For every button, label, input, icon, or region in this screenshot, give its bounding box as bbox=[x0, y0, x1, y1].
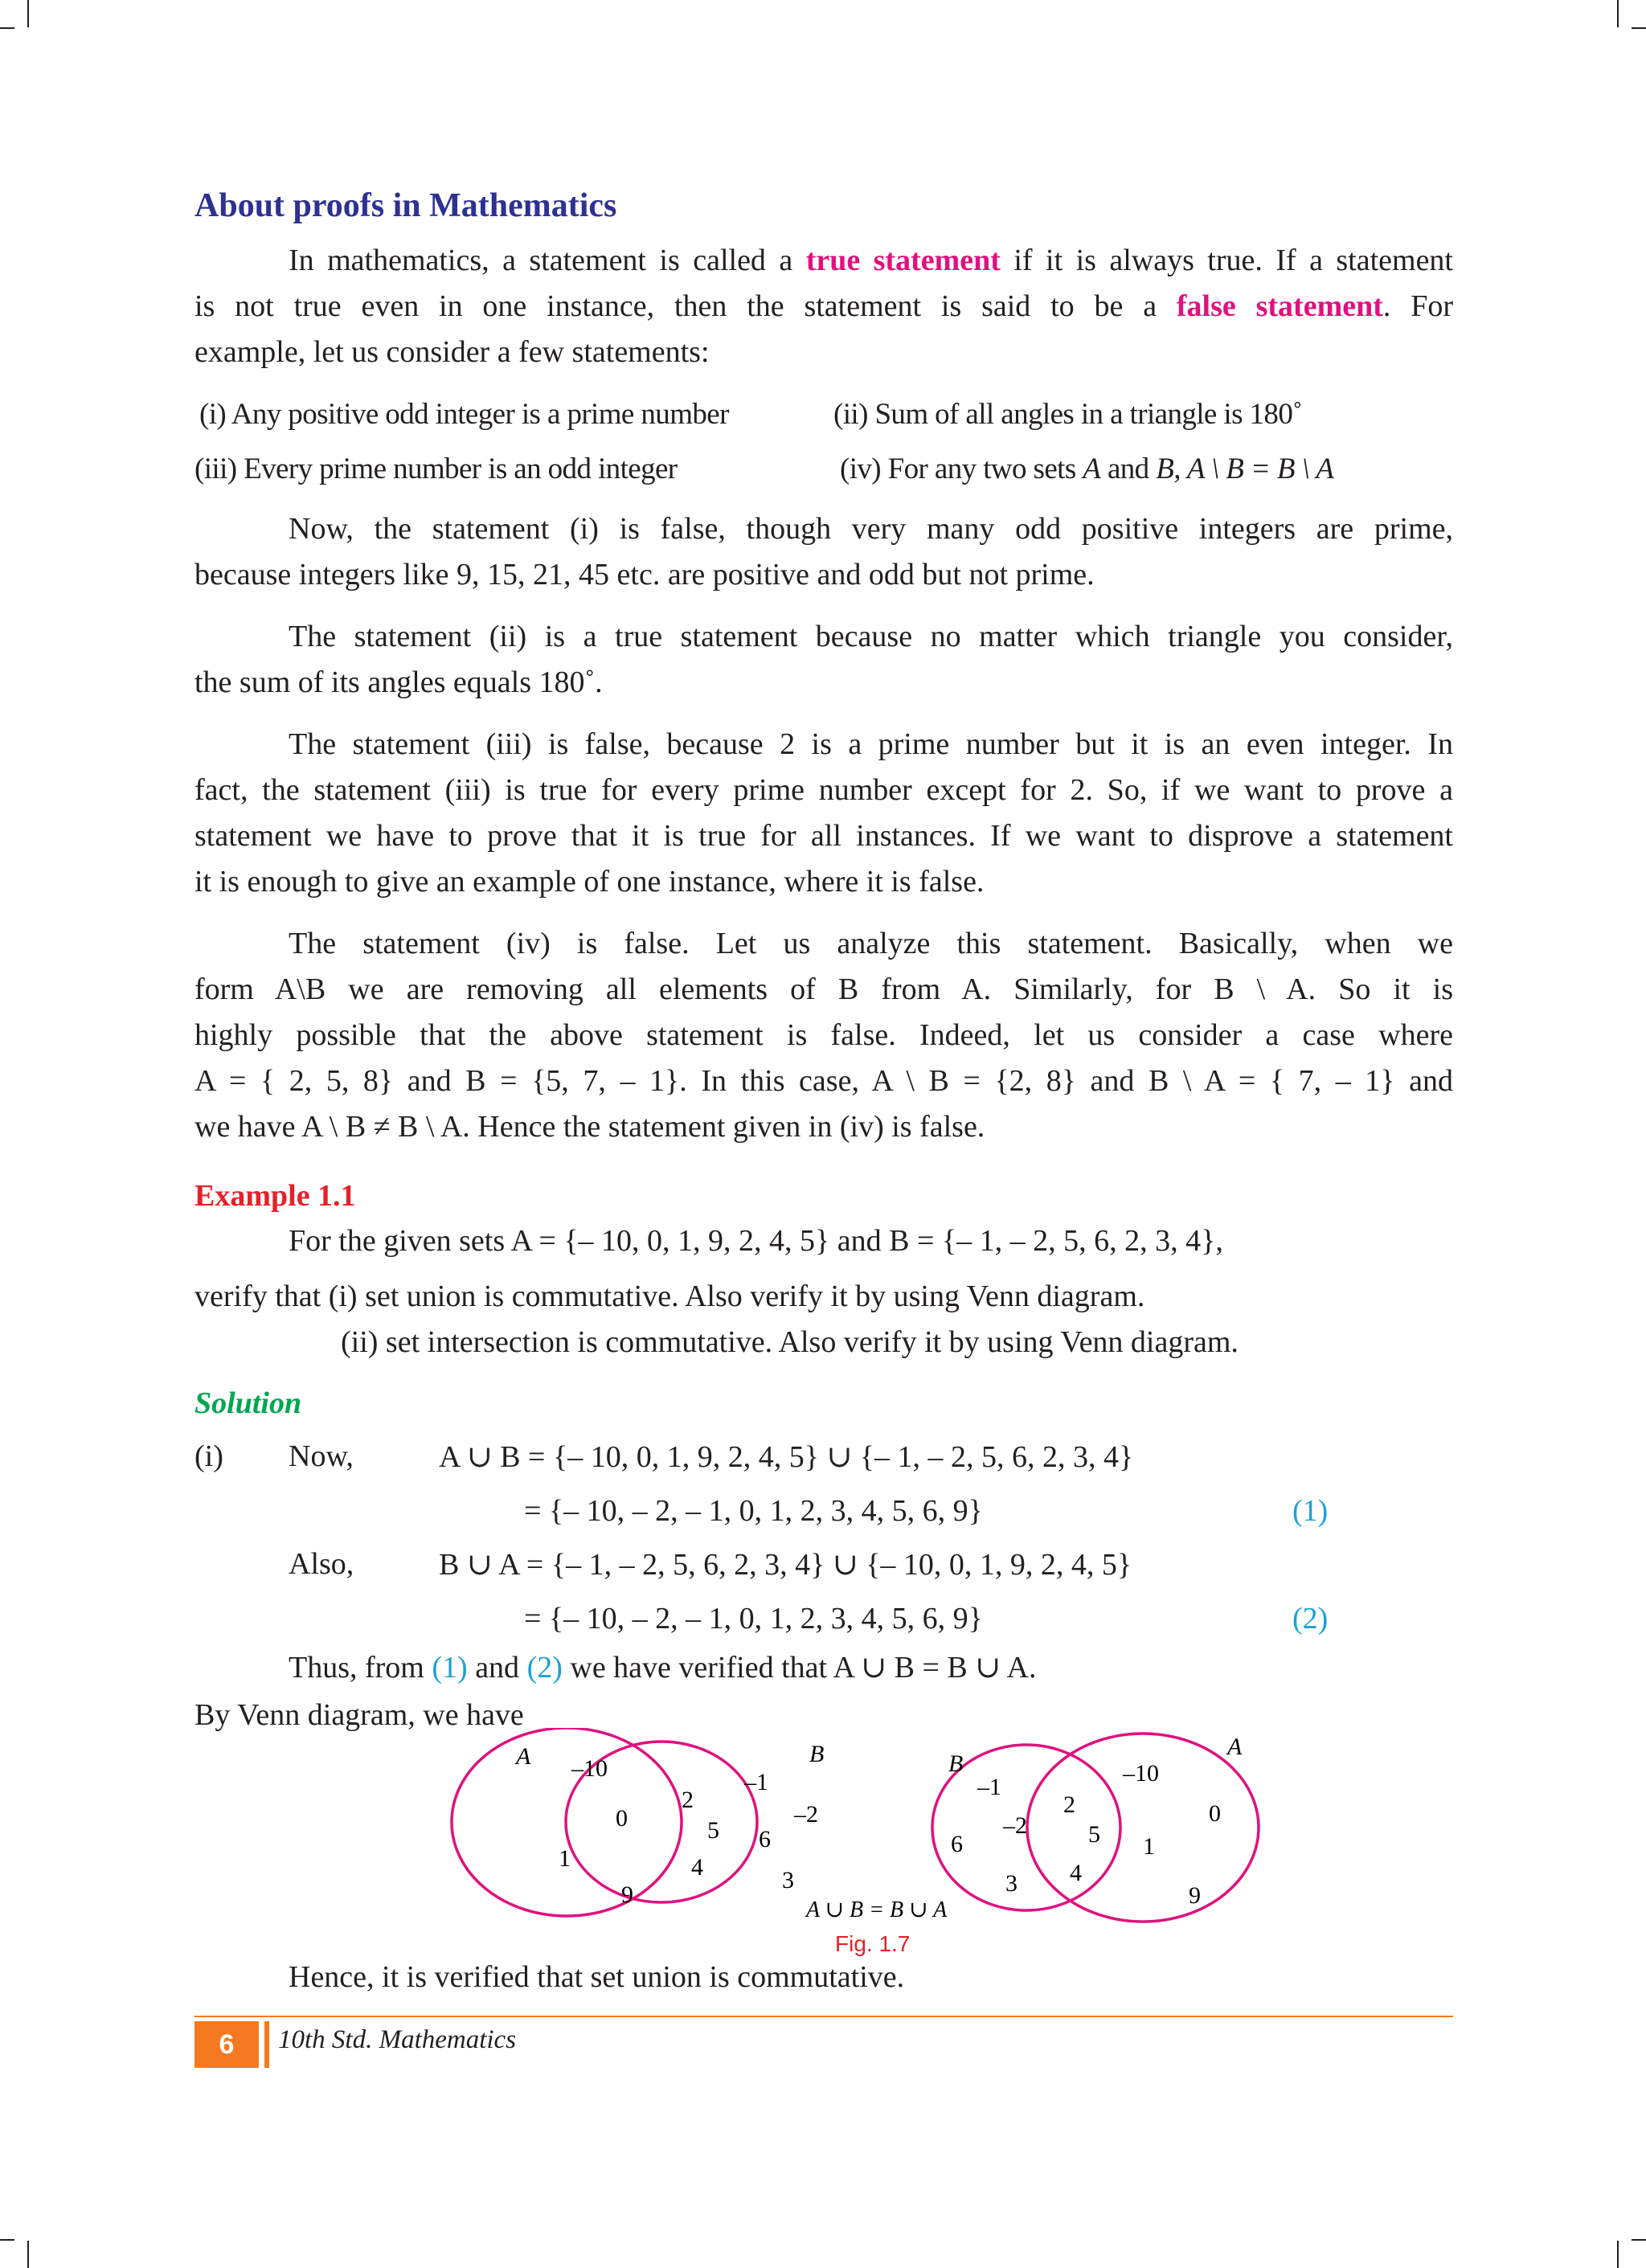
example-line-3: (ii) set intersection is commutative. Also verify it by using Venn diagram. bbox=[341, 1325, 1239, 1359]
equation-a-union-b: A ∪ B = {– 10, 0, 1, 9, 2, 4, 5} ∪ {– 1, – 2, 5, 6, 2, 3, 4} bbox=[439, 1440, 1134, 1474]
section-title: About proofs in Mathematics bbox=[194, 187, 617, 224]
hence-line: Hence, it is verified that set union is commutative. bbox=[289, 1960, 905, 1994]
para4-line-3: highly possible that the above statement is false. Indeed, let us consider a case where bbox=[194, 1018, 1453, 1052]
venn-right-b-only-3: 6 bbox=[951, 1831, 963, 1857]
venn-left-a-only-3: 1 bbox=[559, 1845, 571, 1872]
para4-line-4: A = { 2, 5, 8} and B = {5, 7, – 1}. In this case, A \ B = {2, 8} and B \ A = { 7, – 1} and bbox=[194, 1064, 1453, 1098]
venn-intro: By Venn diagram, we have bbox=[194, 1698, 524, 1732]
equation-a-union-b-result: = {– 10, – 2, – 1, 0, 1, 2, 3, 4, 5, 6, 9} bbox=[524, 1494, 983, 1528]
example-title: Example 1.1 bbox=[194, 1179, 356, 1213]
solution-thus: Thus, from (1) and (2) we have verified that A ∪ B = B ∪ A. bbox=[289, 1651, 1037, 1685]
footer-accent-bar bbox=[264, 2021, 269, 2068]
venn-caption: A ∪ B = B ∪ A bbox=[806, 1898, 948, 1922]
venn-right-both-2: 5 bbox=[1088, 1821, 1100, 1848]
venn-right-b-only-1: –1 bbox=[977, 1774, 1001, 1800]
statement-i: (i) Any positive odd integer is a prime number bbox=[199, 398, 729, 431]
venn-left-b-only-1: –1 bbox=[744, 1769, 768, 1795]
crop-mark-bottom-right-h bbox=[1632, 2239, 1646, 2268]
venn-right bbox=[932, 1734, 1259, 1922]
para2-line-2: the sum of its angles equals 180˚. bbox=[194, 665, 603, 699]
para4-line-1: The statement (iv) is false. Let us analyze this statement. Basically, when we bbox=[289, 927, 1453, 960]
figure-label: Fig. 1.7 bbox=[835, 1931, 911, 1956]
venn-right-a-only-4: 9 bbox=[1189, 1882, 1201, 1909]
venn-left-both-1: 2 bbox=[682, 1787, 694, 1813]
venn-left-b-only-3: 6 bbox=[759, 1826, 771, 1852]
para4-line-2: form A\B we are removing all elements of B from A. Similarly, for B \ A. So it is bbox=[194, 972, 1453, 1006]
equation-ref-1: (1) bbox=[1292, 1494, 1329, 1528]
venn-left-b-only-4: 3 bbox=[782, 1867, 794, 1893]
equation-b-union-a: B ∪ A = {– 1, – 2, 5, 6, 2, 3, 4} ∪ {– 10, 0, 1, 9, 2, 4, 5} bbox=[439, 1548, 1132, 1582]
footer-book-title: 10th Std. Mathematics bbox=[278, 2025, 517, 2054]
para2-line-1: The statement (ii) is a true statement because no matter which triangle you consider, bbox=[289, 620, 1453, 653]
statement-ii: (ii) Sum of all angles in a triangle is 180˚ bbox=[833, 398, 1302, 431]
venn-right-both-3: 4 bbox=[1070, 1860, 1082, 1886]
venn-right-label-b: B bbox=[948, 1750, 964, 1777]
venn-right-both-1: 2 bbox=[1063, 1791, 1075, 1818]
intro-line-1: In mathematics, a statement is called a true statement if it is always true. If a statement bbox=[289, 244, 1453, 277]
para3-line-2: fact, the statement (iii) is true for every prime number except for 2. So, if we want to prove a bbox=[194, 773, 1453, 807]
venn-right-a-only-3: 1 bbox=[1143, 1833, 1155, 1860]
solution-also: Also, bbox=[289, 1547, 354, 1581]
venn-diagrams bbox=[194, 1728, 1453, 1969]
venn-right-label-a: A bbox=[1227, 1734, 1243, 1760]
venn-left-b-only-2: –2 bbox=[794, 1801, 818, 1828]
footer-rule bbox=[194, 2016, 1453, 2017]
equation-ref-2: (2) bbox=[1292, 1602, 1329, 1635]
example-line-1: For the given sets A = {– 10, 0, 1, 9, 2, 4, 5} and B = {– 1, – 2, 5, 6, 2, 3, 4}, bbox=[289, 1224, 1223, 1258]
crop-mark-top-right-h bbox=[1632, 0, 1646, 29]
venn-right-b-only-2: –2 bbox=[1003, 1812, 1027, 1839]
equation-b-union-a-result: = {– 10, – 2, – 1, 0, 1, 2, 3, 4, 5, 6, 9} bbox=[524, 1602, 983, 1635]
venn-left bbox=[452, 1728, 824, 1916]
solution-title: Solution bbox=[194, 1386, 302, 1420]
intro-line-2: is not true even in one instance, then the statement is said to be a false statement. For bbox=[194, 289, 1453, 323]
page-number: 6 bbox=[194, 2021, 259, 2068]
crop-mark-bottom-left-h bbox=[0, 2239, 14, 2268]
para3-line-3: statement we have to prove that it is true for all instances. If we want to disprove a statement bbox=[194, 819, 1453, 853]
para3-line-1: The statement (iii) is false, because 2 is a prime number but it is an even integer. In bbox=[289, 727, 1453, 761]
venn-left-both-3: 4 bbox=[691, 1854, 703, 1881]
intro-line-3: example, let us consider a few statements: bbox=[194, 335, 710, 369]
para4-line-5: we have A \ B ≠ B \ A. Hence the statement given in (iv) is false. bbox=[194, 1110, 985, 1144]
para1-line-1: Now, the statement (i) is false, though very many odd positive integers are prime, bbox=[289, 512, 1453, 546]
crop-mark-top-left-h bbox=[0, 0, 14, 29]
venn-left-a-only-2: 0 bbox=[616, 1805, 628, 1832]
solution-part-label: (i) bbox=[194, 1439, 223, 1473]
para1-line-2: because integers like 9, 15, 21, 45 etc. are positive and odd but not prime. bbox=[194, 558, 1095, 592]
solution-now: Now, bbox=[289, 1439, 354, 1473]
venn-left-both-2: 5 bbox=[707, 1817, 719, 1844]
term-false-statement: false statement bbox=[1176, 289, 1383, 323]
venn-left-label-a: A bbox=[516, 1743, 531, 1770]
venn-left-a-only-4: 9 bbox=[621, 1881, 633, 1908]
term-true-statement: true statement bbox=[805, 244, 1001, 277]
venn-right-a-only-2: 0 bbox=[1209, 1800, 1221, 1827]
statement-iii: (iii) Every prime number is an odd integer bbox=[194, 452, 678, 485]
venn-left-a-only-1: –10 bbox=[571, 1755, 608, 1782]
para3-line-4: it is enough to give an example of one instance, where it is false. bbox=[194, 865, 985, 899]
venn-right-b-only-4: 3 bbox=[1005, 1870, 1017, 1897]
venn-right-a-only-1: –10 bbox=[1123, 1760, 1159, 1787]
example-line-2: verify that (i) set union is commutative. Also verify it by using Venn diagram. bbox=[194, 1279, 1145, 1313]
statement-iv: (iv) For any two sets A and B, A \ B = B \ A bbox=[840, 452, 1334, 485]
venn-left-label-b: B bbox=[809, 1741, 825, 1767]
